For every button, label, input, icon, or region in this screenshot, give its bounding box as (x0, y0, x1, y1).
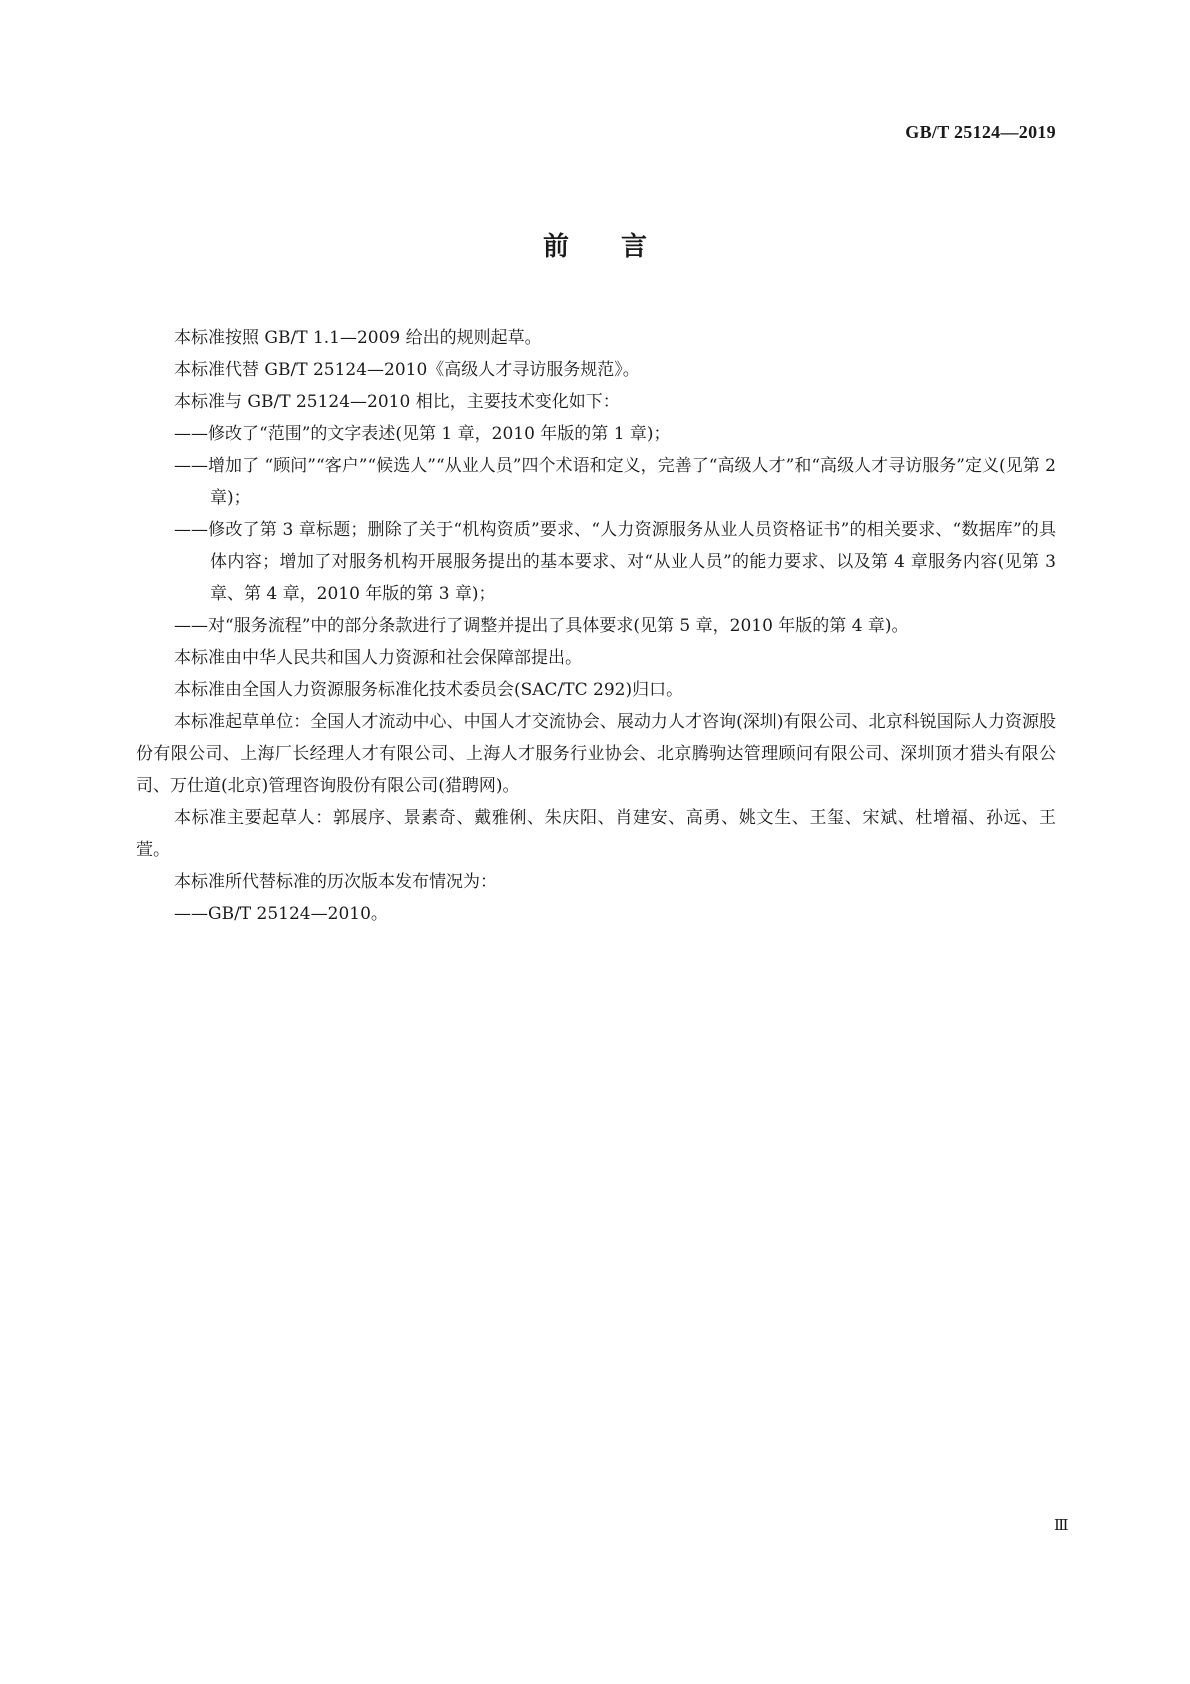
paragraph-replaces: 本标准代替 GB/T 25124—2010《高级人才寻访服务规范》。 (174, 360, 640, 380)
history-item: ——GB/T 25124—2010。 (174, 904, 388, 924)
standard-code: GB/T 25124—2019 (905, 122, 1056, 142)
paragraph-history-intro: 本标准所代替标准的历次版本发布情况为： (174, 872, 497, 892)
paragraph-changes-intro: 本标准与 GB/T 25124—2010 相比，主要技术变化如下： (174, 392, 620, 412)
preface-body (136, 322, 1056, 930)
paragraph-drafting-rules: 本标准按照 GB/T 1.1—2009 给出的规则起草。 (174, 328, 542, 348)
paragraph-administered-by: 本标准由全国人力资源服务标准化技术委员会(SAC/TC 292)归口。 (174, 680, 684, 700)
paragraph-proposed-by: 本标准由中华人民共和国人力资源和社会保障部提出。 (174, 648, 582, 668)
change-item: ——增加了 “顾问”“客户”“候选人”“从业人员”四个术语和定义，完善了“高级人才”和“高级人才寻访服务”定义(见第 2 章)； (174, 456, 1056, 508)
page-title: 前言 (542, 232, 699, 262)
paragraph-drafters: 本标准主要起草人：郭展序、景素奇、戴雅俐、朱庆阳、肖建安、高勇、姚文生、王玺、宋斌、杜增福、孙远、王萱。 (136, 808, 1056, 860)
paragraph-drafting-units: 本标准起草单位：全国人才流动中心、中国人才交流协会、展动力人才咨询(深圳)有限公司、北京科锐国际人力资源股份有限公司、上海厂长经理人才有限公司、上海人才服务行业协会、北京腾驹达管理顾问有限公司、深圳顶才猎头有限公司、万仕道(北京)管理咨询股份有限公司(猎聘网)。 (136, 712, 1056, 796)
change-item: ——修改了“范围”的文字表述(见第 1 章，2010 年版的第 1 章)； (174, 424, 671, 444)
change-item: ——对“服务流程”中的部分条款进行了调整并提出了具体要求(见第 5 章，2010 年版的第 4 章)。 (174, 616, 909, 636)
change-item: ——修改了第 3 章标题；删除了关于“机构资质”要求、“人力资源服务从业人员资格证书”的相关要求、“数据库”的具体内容；增加了对服务机构开展服务提出的基本要求、对“从业人员”的能力要求、以及第 4 章服务内容(见第 3 章、第 4 章，2010 年版的第 3 章)； (174, 520, 1056, 604)
page-number: Ⅲ (1054, 1518, 1069, 1534)
